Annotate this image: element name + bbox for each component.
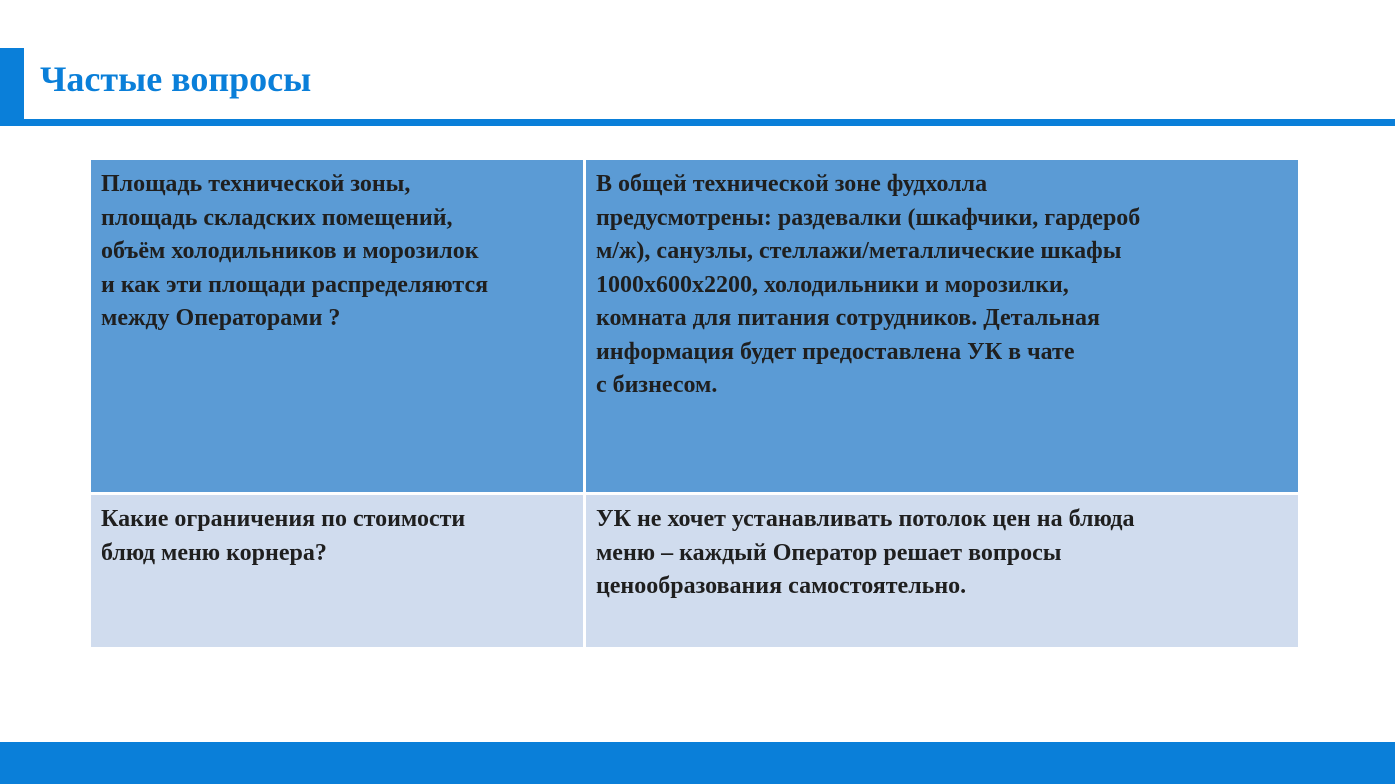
faq-row [90,494,1300,649]
faq-question: Какие ограничения по стоимости блюд меню корнера? [90,494,585,649]
slide-title: Частые вопросы [40,59,312,99]
faq-row [90,159,1300,494]
faq-question: Площадь технической зоны, площадь складских помещений, объём холодильников и морозилок и как эти площади распределяются между Операторами ? [90,159,585,494]
title-underline [0,119,1395,126]
faq-answer: УК не хочет устанавливать потолок цен на блюда меню – каждый Оператор решает вопросы ценообразования самостоятельно. [584,494,1299,649]
faq-answer: В общей технической зоне фудхолла предусмотрены: раздевалки (шкафчики, гардероб м/ж), санузлы, стеллажи/металлические шкафы 1000х600х2200, холодильники и морозилки, комната для питания сотрудников. Детальная информация будет предоставлена УК в чате с бизнесом. [584,159,1299,494]
footer-bar [0,742,1395,784]
title-accent-bar [0,48,24,126]
faq-table [88,157,1301,650]
